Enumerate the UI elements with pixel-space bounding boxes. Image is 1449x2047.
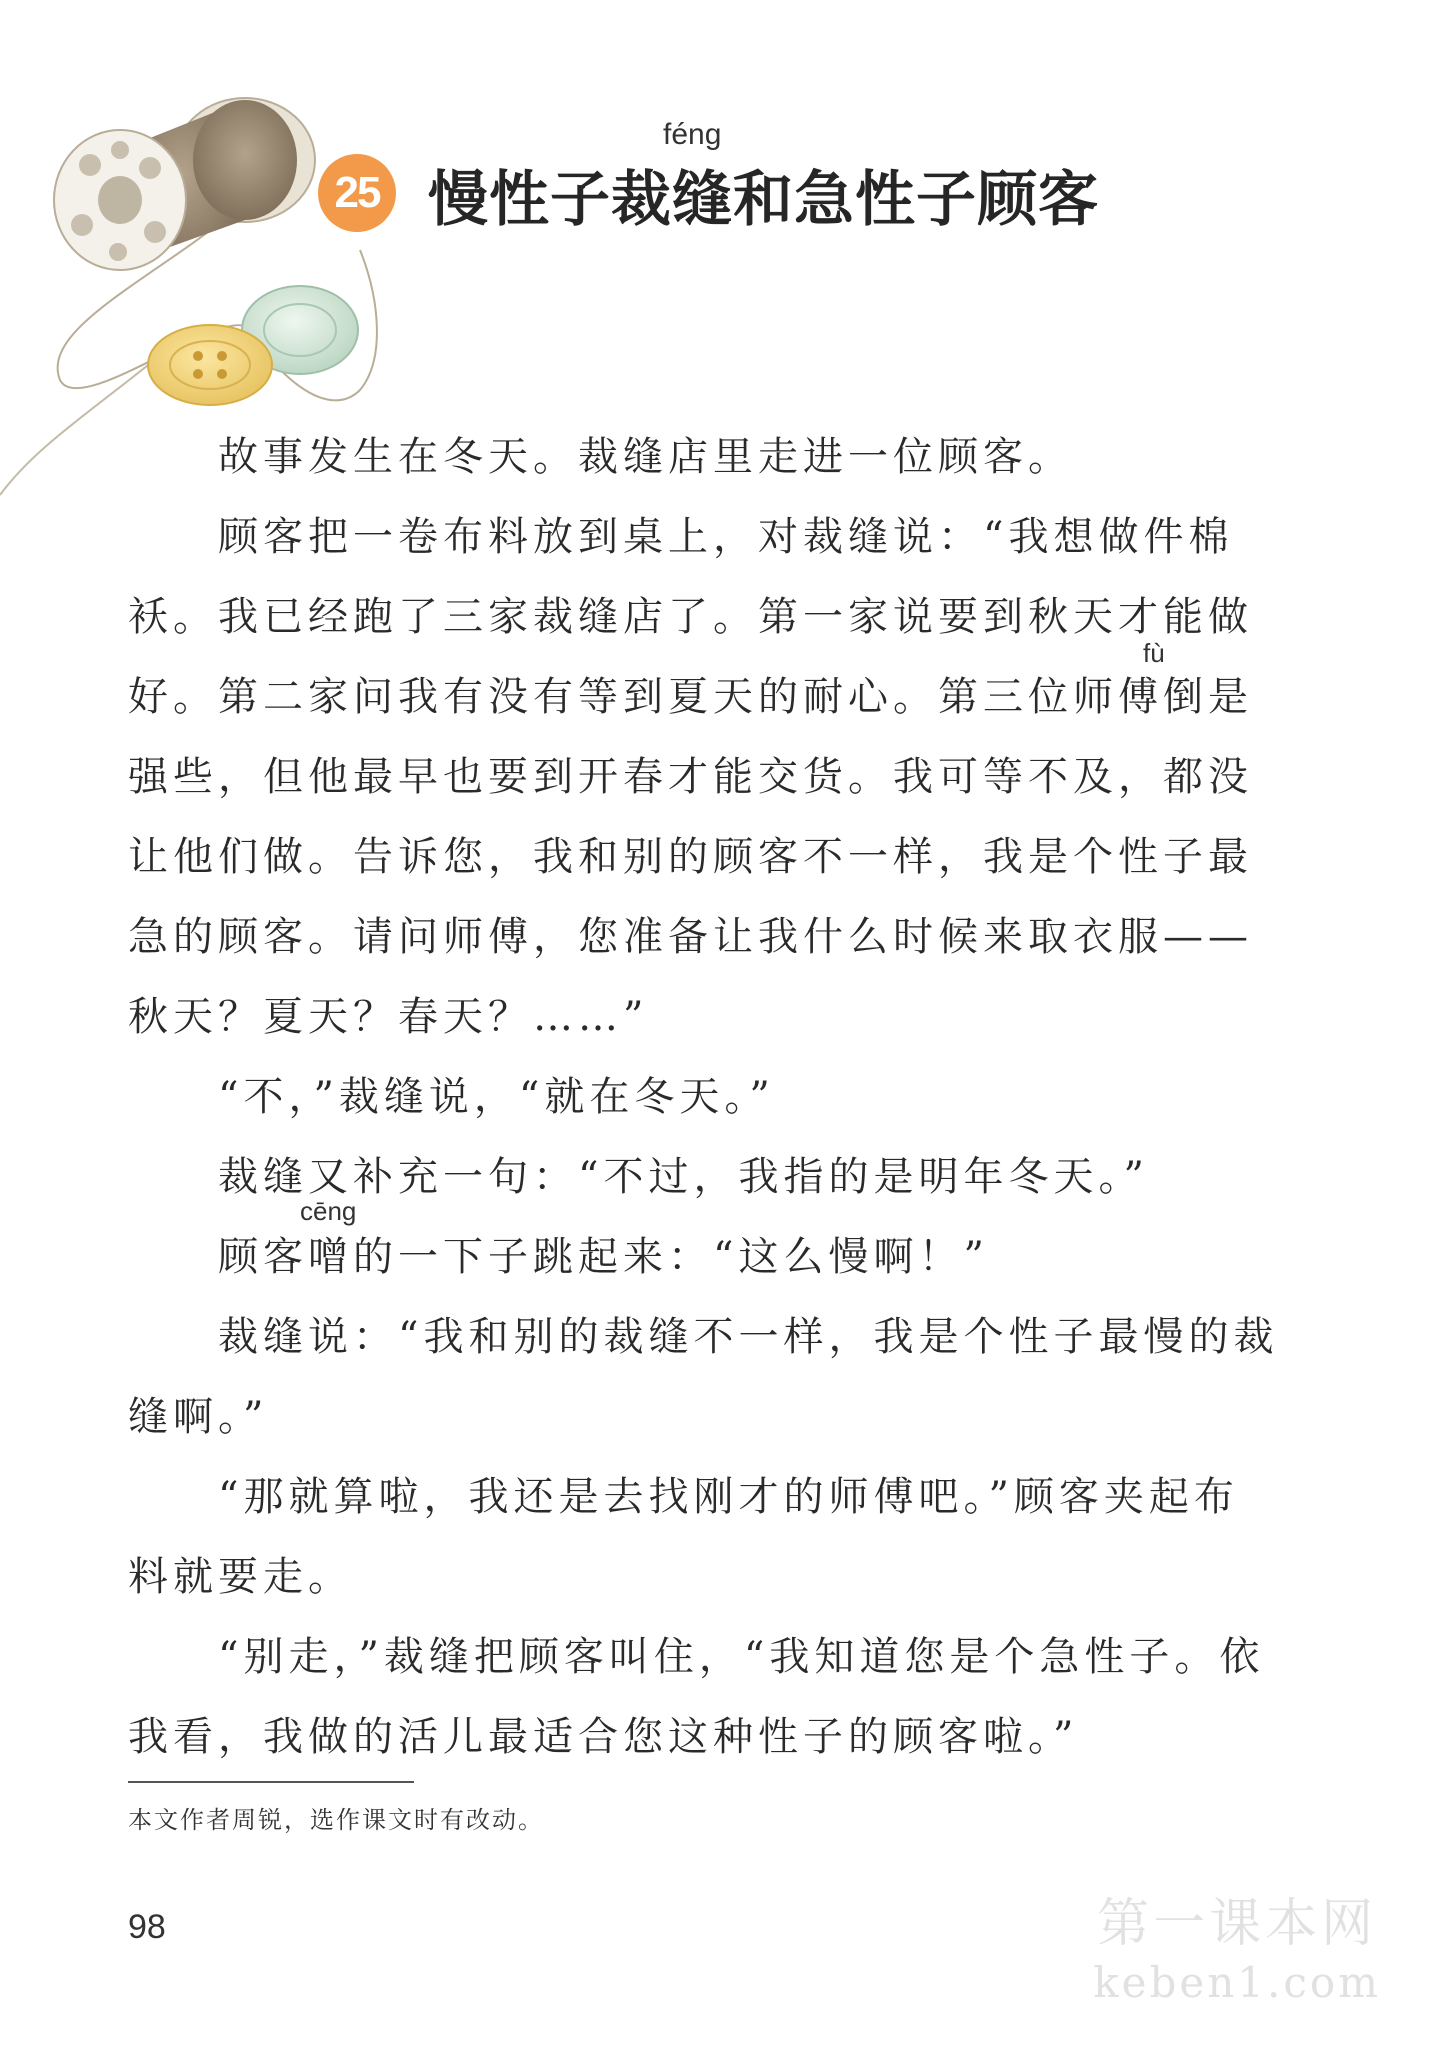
text-line: 急的顾客。请问师傅，您准备让我什么时候来取衣服—— (128, 914, 1253, 960)
watermark-line-2: keben1.com (1093, 1958, 1381, 2007)
text-line: 让他们做。告诉您，我和别的顾客不一样，我是个性子最 (128, 834, 1253, 880)
text-line: “不，”裁缝说，“就在冬天。” (218, 1074, 775, 1120)
text-line: 缝啊。” (128, 1394, 269, 1440)
text-line: 顾客噌的一下子跳起来：“这么慢啊！” (218, 1234, 989, 1280)
text-line: 故事发生在冬天。裁缝店里走进一位顾客。 (218, 434, 1073, 480)
footnote: 本文作者周锐，选作课文时有改动。 (128, 1806, 544, 1834)
text-line: 裁缝说：“我和别的裁缝不一样，我是个性子最慢的裁 (218, 1314, 1279, 1360)
text-line: 我看，我做的活儿最适合您这种性子的顾客啦。” (128, 1714, 1079, 1760)
pinyin-annotation: fù (1143, 638, 1165, 668)
title-pinyin-annotation: féng (663, 118, 722, 151)
text-line: 裁缝又补充一句：“不过，我指的是明年冬天。” (218, 1154, 1149, 1200)
text-line: 顾客把一卷布料放到桌上，对裁缝说：“我想做件棉 (218, 514, 1234, 560)
watermark-line-1: 第一课本网 (1097, 1894, 1378, 1954)
text-line: “别走，”裁缝把顾客叫住，“我知道您是个急性子。依 (218, 1634, 1265, 1680)
watermark (1093, 1892, 1381, 2010)
text-line: 秋天？夏天？春天？……” (128, 994, 649, 1040)
text-line: 袄。我已经跑了三家裁缝店了。第一家说要到秋天才能做 (128, 594, 1253, 640)
lesson-number-badge: 25 (318, 154, 396, 232)
footnote-divider (128, 1781, 414, 1783)
text-line: 强些，但他最早也要到开春才能交货。我可等不及，都没 (128, 754, 1253, 800)
page-number: 98 (128, 1908, 166, 1946)
text-line: “那就算啦，我还是去找刚才的师傅吧。”顾客夹起布 (218, 1474, 1239, 1520)
pinyin-annotation: cēng (300, 1196, 357, 1226)
text-line: 料就要走。 (128, 1554, 353, 1600)
page-title: 慢性子裁缝和急性子顾客 (428, 165, 1099, 235)
text-line: 好。第二家问我有没有等到夏天的耐心。第三位师傅倒是 (128, 674, 1253, 720)
